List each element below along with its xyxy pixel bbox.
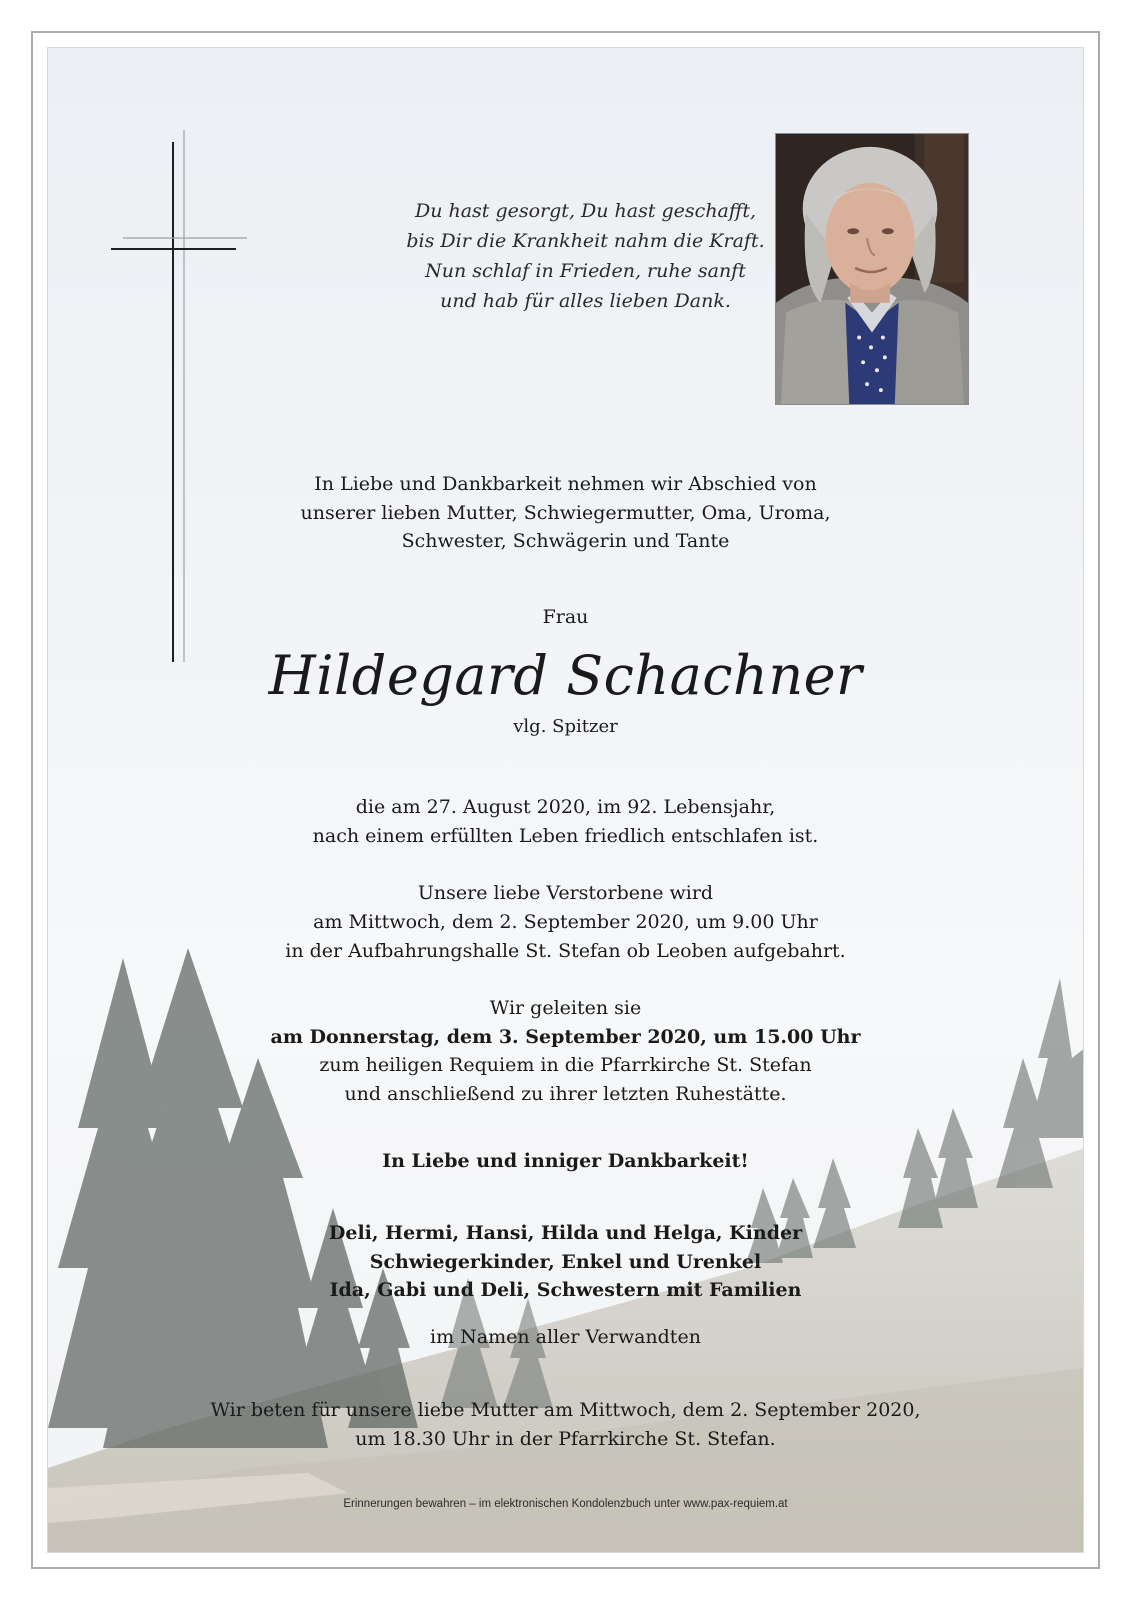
funeral-line: zum heiligen Requiem in die Pfarrkirche St. Stefan	[319, 1054, 812, 1076]
prayer-line: Wir beten für unsere liebe Mutter am Mittwoch, dem 2. September 2020,	[210, 1399, 921, 1421]
poem-line: und hab für alles lieben Dank.	[440, 290, 731, 312]
deceased-alias: vlg. Spitzer	[513, 716, 618, 737]
death-notice	[0, 793, 1131, 850]
prayer-line: um 18.30 Uhr in der Pfarrkirche St. Stefan.	[355, 1428, 776, 1450]
funeral-date: am Donnerstag, dem 3. September 2020, um 15.00 Uhr	[270, 1025, 861, 1048]
funeral-line: Wir geleiten sie	[489, 997, 642, 1019]
poem-line: Nun schlaf in Frieden, ruhe sanft	[425, 260, 746, 282]
poem-line: Du hast gesorgt, Du hast geschafft,	[414, 200, 757, 222]
intro-line: unserer lieben Mutter, Schwiegermutter, Oma, Uroma,	[300, 501, 831, 524]
funeral-line: und anschließend zu ihrer letzten Ruhestätte.	[344, 1082, 787, 1105]
deceased-name: Hildegard Schachner	[268, 644, 863, 707]
viewing-info	[0, 879, 1131, 966]
relatives-line: im Namen aller Verwandten	[430, 1326, 701, 1348]
prayer-info	[0, 1396, 1131, 1454]
salutation: Frau	[542, 606, 589, 628]
intro-line: Schwester, Schwägerin und Tante	[401, 530, 730, 552]
viewing-line: am Mittwoch, dem 2. September 2020, um 9.00 Uhr	[313, 911, 818, 933]
funeral-info	[0, 994, 1131, 1108]
family-line: Ida, Gabi und Deli, Schwestern mit Familien	[329, 1279, 802, 1301]
family-list	[0, 1219, 1131, 1305]
memorial-poem	[0, 196, 1131, 316]
family-line: Schwiegerkinder, Enkel und Urenkel	[369, 1250, 762, 1273]
condolence-footer: Erinnerungen bewahren – im elektronischen Kondolenzbuch unter www.pax-requiem.at	[343, 1498, 788, 1510]
closing-thanks: In Liebe und inniger Dankbarkeit!	[382, 1150, 749, 1172]
death-line: die am 27. August 2020, im 92. Lebensjahr,	[355, 796, 776, 818]
intro-line: In Liebe und Dankbarkeit nehmen wir Abschied von	[314, 473, 817, 495]
viewing-line: Unsere liebe Verstorbene wird	[417, 882, 714, 904]
family-line: Deli, Hermi, Hansi, Hilda und Helga, Kinder	[328, 1222, 803, 1244]
death-line: nach einem erfüllten Leben friedlich entschlafen ist.	[312, 824, 819, 847]
poem-line: bis Dir die Krankheit nahm die Kraft.	[406, 230, 765, 252]
farewell-intro	[0, 470, 1131, 556]
viewing-line: in der Aufbahrungshalle St. Stefan ob Leoben aufgebahrt.	[285, 940, 846, 962]
